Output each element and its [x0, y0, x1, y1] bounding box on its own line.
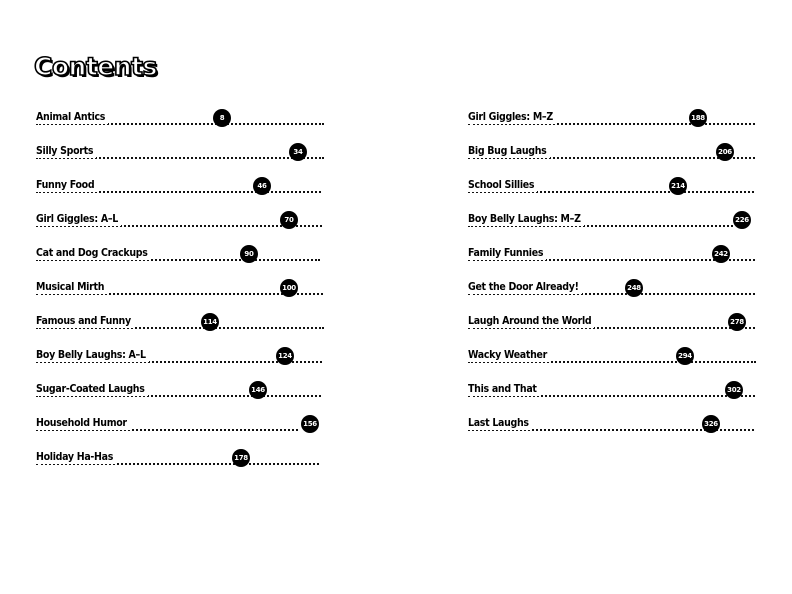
page-number-badge: 146 — [249, 381, 267, 399]
toc-entry-label: Wacky Weather — [468, 348, 550, 362]
toc-entry-label: Silly Sports — [36, 144, 96, 158]
page-number-badge: 8 — [213, 109, 231, 127]
page-number-badge: 206 — [716, 143, 734, 161]
page-number-badge: 302 — [725, 381, 743, 399]
page-number-badge: 178 — [232, 449, 250, 467]
toc-entry-label: Get the Door Already! — [468, 280, 582, 294]
page-number-badge: 34 — [289, 143, 307, 161]
toc-entry-label: Funny Food — [36, 178, 97, 192]
toc-entry-label: Famous and Funny — [36, 314, 134, 328]
page-number-badge: 156 — [301, 415, 319, 433]
toc-entry-label: School Sillies — [468, 178, 537, 192]
toc-entry-label: This and That — [468, 382, 540, 396]
page-number-badge: 248 — [625, 279, 643, 297]
page-number-badge: 124 — [276, 347, 294, 365]
page-number-badge: 294 — [676, 347, 694, 365]
page-number-badge: 242 — [712, 245, 730, 263]
toc-entry-label: Animal Antics — [36, 110, 108, 124]
page-number-badge: 46 — [253, 177, 271, 195]
toc-entry-label: Holiday Ha-Has — [36, 450, 116, 464]
page-number-badge: 188 — [689, 109, 707, 127]
toc-entry-label: Girl Giggles: A–L — [36, 212, 121, 226]
toc-entry-label: Family Funnies — [468, 246, 546, 260]
toc-entry-label: Laugh Around the World — [468, 314, 594, 328]
page-number-badge: 278 — [728, 313, 746, 331]
page-number-badge: 90 — [240, 245, 258, 263]
page-number-badge: 214 — [669, 177, 687, 195]
page-number-badge: 326 — [702, 415, 720, 433]
toc-entry-label: Boy Belly Laughs: M–Z — [468, 212, 584, 226]
toc-entry-label: Last Laughs — [468, 416, 532, 430]
toc-entry-label: Household Humor — [36, 416, 130, 430]
page-number-badge: 226 — [733, 211, 751, 229]
page-number-badge: 100 — [280, 279, 298, 297]
toc-entry-label: Girl Giggles: M–Z — [468, 110, 556, 124]
page-number-badge: 114 — [201, 313, 219, 331]
toc-entry-label: Cat and Dog Crackups — [36, 246, 151, 260]
page-number-badge: 70 — [280, 211, 298, 229]
toc-entry-label: Musical Mirth — [36, 280, 107, 294]
page-title: Contents — [34, 52, 157, 81]
toc-entry-label: Boy Belly Laughs: A–L — [36, 348, 149, 362]
toc-entry-label: Sugar-Coated Laughs — [36, 382, 148, 396]
toc-entry-label: Big Bug Laughs — [468, 144, 550, 158]
